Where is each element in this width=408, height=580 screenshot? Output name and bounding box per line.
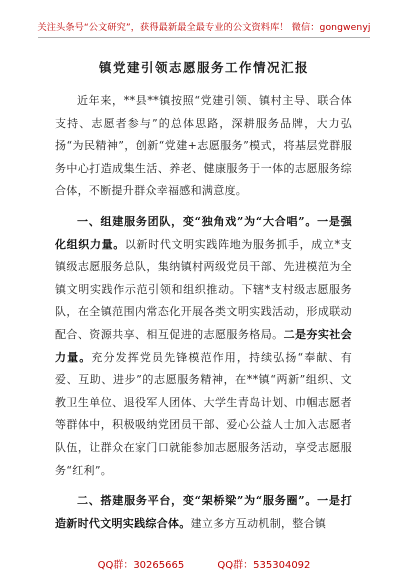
section-2-heading: 二、搭建服务平台，变“架桥梁”为“服务圈”。一是打造新时代文明实践综合体。	[55, 494, 352, 530]
section-1-text-a: 以新时代文明实践阵地为服务抓手，成立*支镇级志愿服务总队，集纳镇村两级党员干部、先进模范为全镇文明实践作示范引领和组织推动。下辖*支村级志愿服务队，在全镇范围内常态化开展各类文明实践活动，形成联动配合、资源共享、相互促进的志愿服务格局。	[55, 237, 352, 341]
paragraph-intro: 近年来，**县**镇按照“党建引领、镇村主导、联合体支持、志愿者参与”的总体思路，深耕服务品牌，大力弘扬“为民精神”，创新“党建+志愿服务”模式，将基层党群服务中心打造成集生活、养老、健康服务于一体的志愿服务综合体，不断提升群众幸福感和满意度。	[55, 94, 352, 198]
section-1-subheading-b: 二是夯实社会力量。	[55, 327, 352, 364]
footer-qq-group-1: QQ群：30265665	[97, 560, 185, 571]
document-title: 镇党建引领志愿服务工作情况汇报	[98, 60, 309, 75]
section-1-heading: 一、组建服务团队，变“独角戏”为“大合唱”。一是强化组织力量。	[55, 214, 352, 251]
document-body	[55, 90, 352, 540]
footer-qq-group-2: QQ群：535304092	[217, 560, 311, 571]
header-divider	[38, 37, 370, 38]
paragraph-section-1	[55, 211, 352, 482]
section-1-text-b: 充分发挥党员先锋模范作用，持续弘扬“奉献、有爱、互助、进步”的志愿服务精神，在**镇“两新”组织、文教卫生单位、退役军人团体、大学生青岛计划、巾帼志愿者等群体中，积极吸纳党团员干部、爱心公益人士加入志愿者队伍，让群众在家门口就能参加志愿服务活动，享受志愿服务“红利”。	[55, 350, 352, 477]
paragraph-section-2	[55, 490, 352, 535]
section-2-text: 建立多方互动机制，整合镇	[190, 516, 327, 530]
page-header	[0, 0, 408, 40]
header-promo-text: 关注头条号“公文研究”，获得最新最全最专业的公文资料库！ 微信：gongwenyj	[37, 22, 371, 33]
page-footer	[0, 556, 408, 571]
